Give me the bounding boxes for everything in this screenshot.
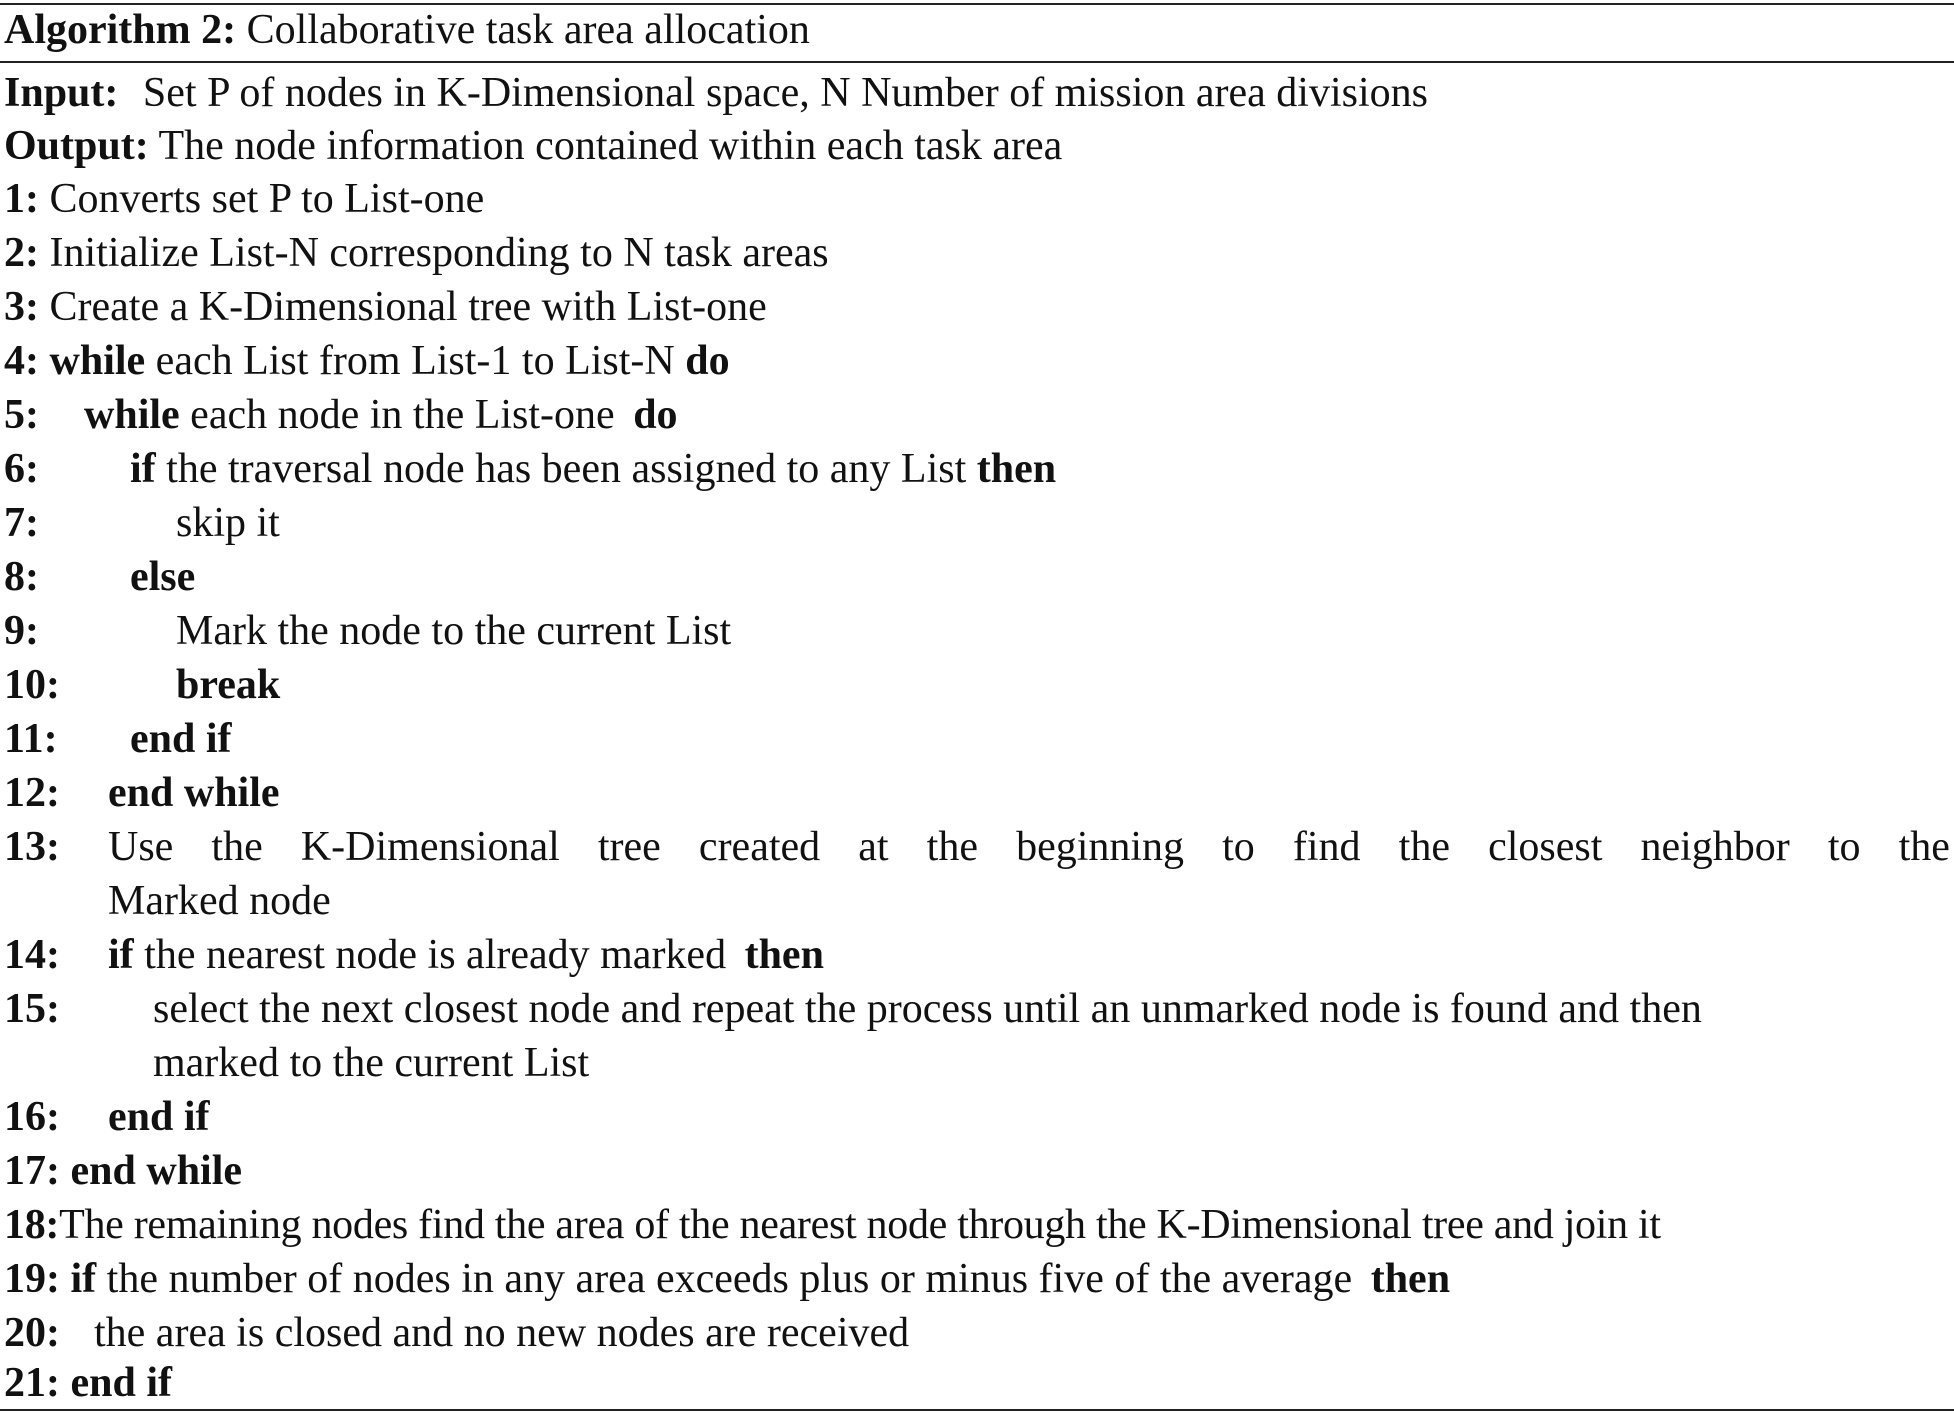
word: the: [1398, 824, 1450, 870]
step-line: [4, 280, 767, 334]
keyword-while: while: [84, 392, 180, 438]
step-line: [84, 388, 678, 442]
keyword-then: then: [1370, 1256, 1451, 1302]
step-number: 16:: [4, 1094, 60, 1140]
word: created: [698, 824, 821, 870]
step-number: 5:: [4, 392, 39, 438]
step-13-justified-line: [108, 820, 1950, 874]
step-line: [4, 1198, 1661, 1252]
step-number: 3:: [4, 284, 39, 330]
step-text: The remaining nodes find the area of the nearest node through the K-Dimensional tree and join it: [59, 1202, 1661, 1248]
algorithm-title-text: Collaborative task area allocation: [246, 7, 810, 53]
word: find: [1292, 824, 1361, 870]
step-number: 11:: [4, 716, 58, 762]
word: the: [1898, 824, 1950, 870]
step-number: 17:: [4, 1148, 60, 1194]
word: K-Dimensional: [300, 824, 560, 870]
step-number: 21:: [4, 1360, 60, 1406]
step-line: [4, 1144, 242, 1198]
keyword-if: if: [130, 446, 156, 492]
step-number: 7:: [4, 500, 39, 546]
step-number: 19:: [4, 1256, 60, 1302]
word: to: [1222, 824, 1255, 870]
keyword-break: break: [176, 662, 281, 708]
keyword-end-if: end if: [130, 716, 232, 762]
word: neighbor: [1640, 824, 1790, 870]
keyword-while: while: [49, 338, 146, 384]
step-number: 18:: [4, 1202, 60, 1248]
word: tree: [597, 824, 661, 870]
header-rule: [0, 61, 1954, 63]
step-text: the traversal node has been assigned to any List: [166, 446, 967, 492]
step-line: [4, 172, 484, 226]
step-line: [130, 442, 1056, 496]
keyword-do: do: [633, 392, 678, 438]
step-number: 4:: [4, 338, 39, 384]
keyword-if: if: [70, 1256, 97, 1302]
step-line: [4, 1252, 1450, 1306]
step-text-continuation: marked to the current List: [153, 1040, 590, 1086]
step-text: select the next closest node and repeat the process until an unmarked node is found and then: [153, 986, 1702, 1032]
step-text: Converts set P to List-one: [49, 176, 485, 222]
word: Use: [108, 824, 174, 870]
output-label: Output:: [4, 123, 149, 169]
keyword-then: then: [744, 932, 824, 978]
step-text: Mark the node to the current List: [176, 608, 732, 654]
word: the: [211, 824, 263, 870]
word: at: [858, 824, 889, 870]
keyword-then: then: [976, 446, 1057, 492]
keyword-else: else: [130, 554, 196, 600]
step-line: [108, 928, 824, 982]
input-line: [4, 66, 1428, 120]
step-number: 12:: [4, 770, 60, 816]
bottom-rule: [0, 1409, 1954, 1411]
step-text: Initialize List-N corresponding to N task areas: [49, 230, 829, 276]
step-number: 15:: [4, 986, 60, 1032]
step-text: Create a K-Dimensional tree with List-one: [49, 284, 767, 330]
step-text-continuation: Marked node: [108, 878, 331, 924]
algorithm-title: [4, 0, 810, 60]
step-number: 1:: [4, 176, 39, 222]
step-number: 14:: [4, 932, 60, 978]
step-line: [4, 334, 730, 388]
word: the: [926, 824, 978, 870]
step-text: each node in the List-one: [190, 392, 615, 438]
keyword-do: do: [685, 338, 730, 384]
input-label: Input:: [4, 70, 119, 116]
output-text: The node information contained within each task area: [158, 123, 1063, 169]
step-number: 9:: [4, 608, 39, 654]
word: beginning: [1016, 824, 1185, 870]
step-number: 10:: [4, 662, 60, 708]
keyword-end-while: end while: [70, 1148, 243, 1194]
step-number: 2:: [4, 230, 39, 276]
step-text: the number of nodes in any area exceeds plus or minus five of the average: [106, 1256, 1353, 1302]
step-line: [4, 1356, 172, 1410]
step-text: skip it: [176, 500, 280, 546]
step-number: 13:: [4, 824, 60, 870]
step-text: each List from List-1 to List-N: [155, 338, 675, 384]
step-text: the area is closed and no new nodes are received: [94, 1310, 910, 1356]
input-text: Set P of nodes in K-Dimensional space, N Number of mission area divisions: [142, 70, 1428, 116]
algorithm-label: Algorithm 2:: [4, 7, 237, 53]
step-text: the nearest node is already marked: [144, 932, 727, 978]
keyword-end-if: end if: [108, 1094, 210, 1140]
step-number: 20:: [4, 1310, 60, 1356]
keyword-if: if: [108, 932, 134, 978]
word: closest: [1488, 824, 1603, 870]
step-number: 6:: [4, 446, 39, 492]
step-number: 8:: [4, 554, 39, 600]
keyword-end-if: end if: [70, 1360, 173, 1406]
keyword-end-while: end while: [108, 770, 280, 816]
step-line: [4, 226, 829, 280]
output-line: [4, 119, 1062, 173]
word: to: [1827, 824, 1861, 870]
